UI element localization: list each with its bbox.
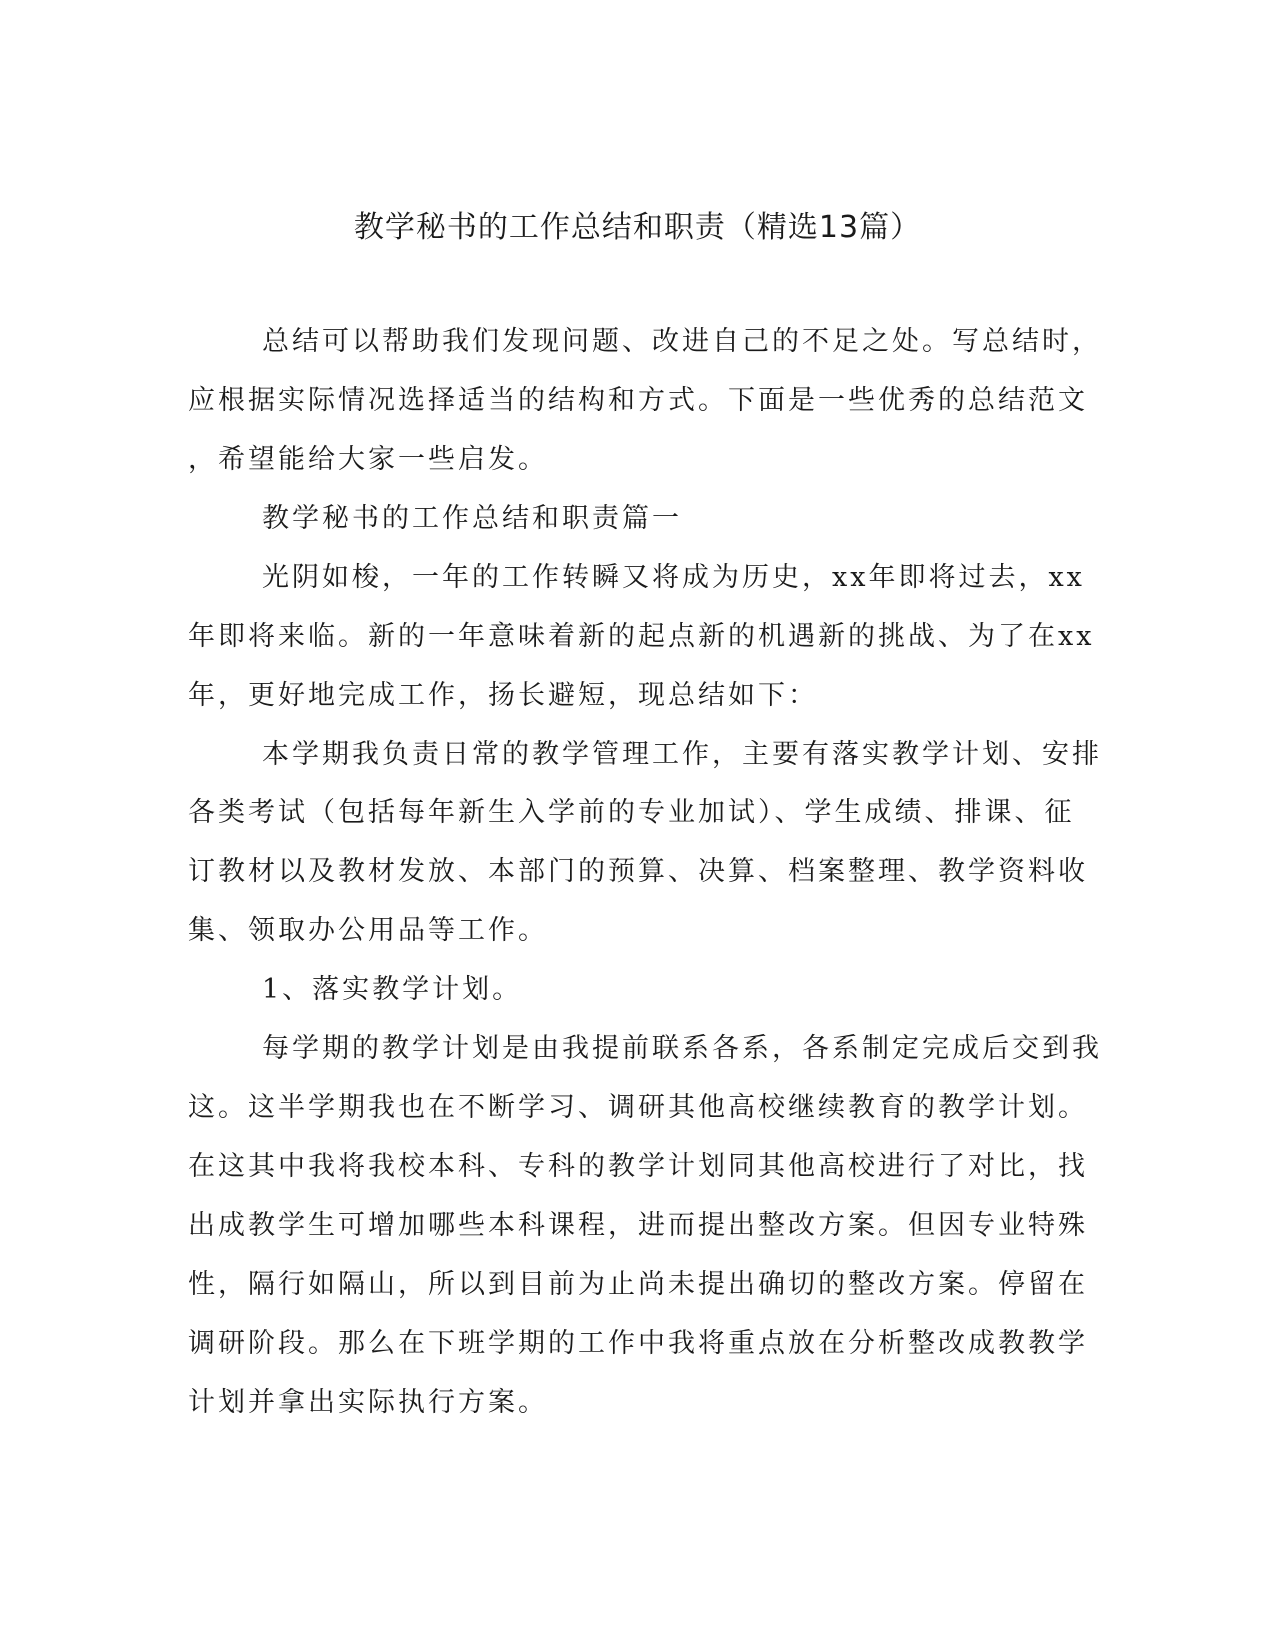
paragraph-line: 性，隔行如隔山，所以到目前为止尚未提出确切的整改方案。停留在: [188, 1269, 1088, 1300]
paragraph-line: 订教材以及教材发放、本部门的预算、决算、档案整理、教学资料收: [188, 856, 1088, 887]
paragraph-line: 本学期我负责日常的教学管理工作，主要有落实教学计划、安排: [262, 739, 1102, 770]
section-heading: 教学秘书的工作总结和职责篇一: [262, 503, 682, 534]
paragraph-line: 各类考试（包括每年新生入学前的专业加试）、学生成绩、排课、征: [188, 797, 1075, 828]
paragraph-line: ，希望能给大家一些启发。: [188, 444, 548, 475]
paragraph-line: 光阴如梭，一年的工作转瞬又将成为历史，xx年即将过去，xx: [262, 562, 1085, 593]
paragraph-line: 年，更好地完成工作，扬长避短，现总结如下：: [188, 680, 818, 711]
paragraph-line: 在这其中我将我校本科、专科的教学计划同其他高校进行了对比，找: [188, 1151, 1088, 1182]
paragraph-line: 应根据实际情况选择适当的结构和方式。下面是一些优秀的总结范文: [188, 385, 1088, 416]
paragraph-line: 调研阶段。那么在下班学期的工作中我将重点放在分析整改成教教学: [188, 1328, 1088, 1359]
document-title: 教学秘书的工作总结和职责（精选13篇）: [353, 210, 922, 245]
paragraph-line: 每学期的教学计划是由我提前联系各系，各系制定完成后交到我: [262, 1033, 1102, 1064]
paragraph-line: 出成教学生可增加哪些本科课程，进而提出整改方案。但因专业特殊: [188, 1210, 1088, 1241]
paragraph-line: 集、领取办公用品等工作。: [188, 915, 548, 946]
paragraph-line: 总结可以帮助我们发现问题、改进自己的不足之处。写总结时，: [262, 326, 1102, 357]
paragraph-line: 这。这半学期我也在不断学习、调研其他高校继续教育的教学计划。: [188, 1092, 1088, 1123]
paragraph-line: 年即将来临。新的一年意味着新的起点新的机遇新的挑战、为了在xx: [188, 621, 1095, 652]
paragraph-line: 计划并拿出实际执行方案。: [188, 1387, 548, 1418]
numbered-heading: 1、落实教学计划。: [262, 974, 523, 1005]
